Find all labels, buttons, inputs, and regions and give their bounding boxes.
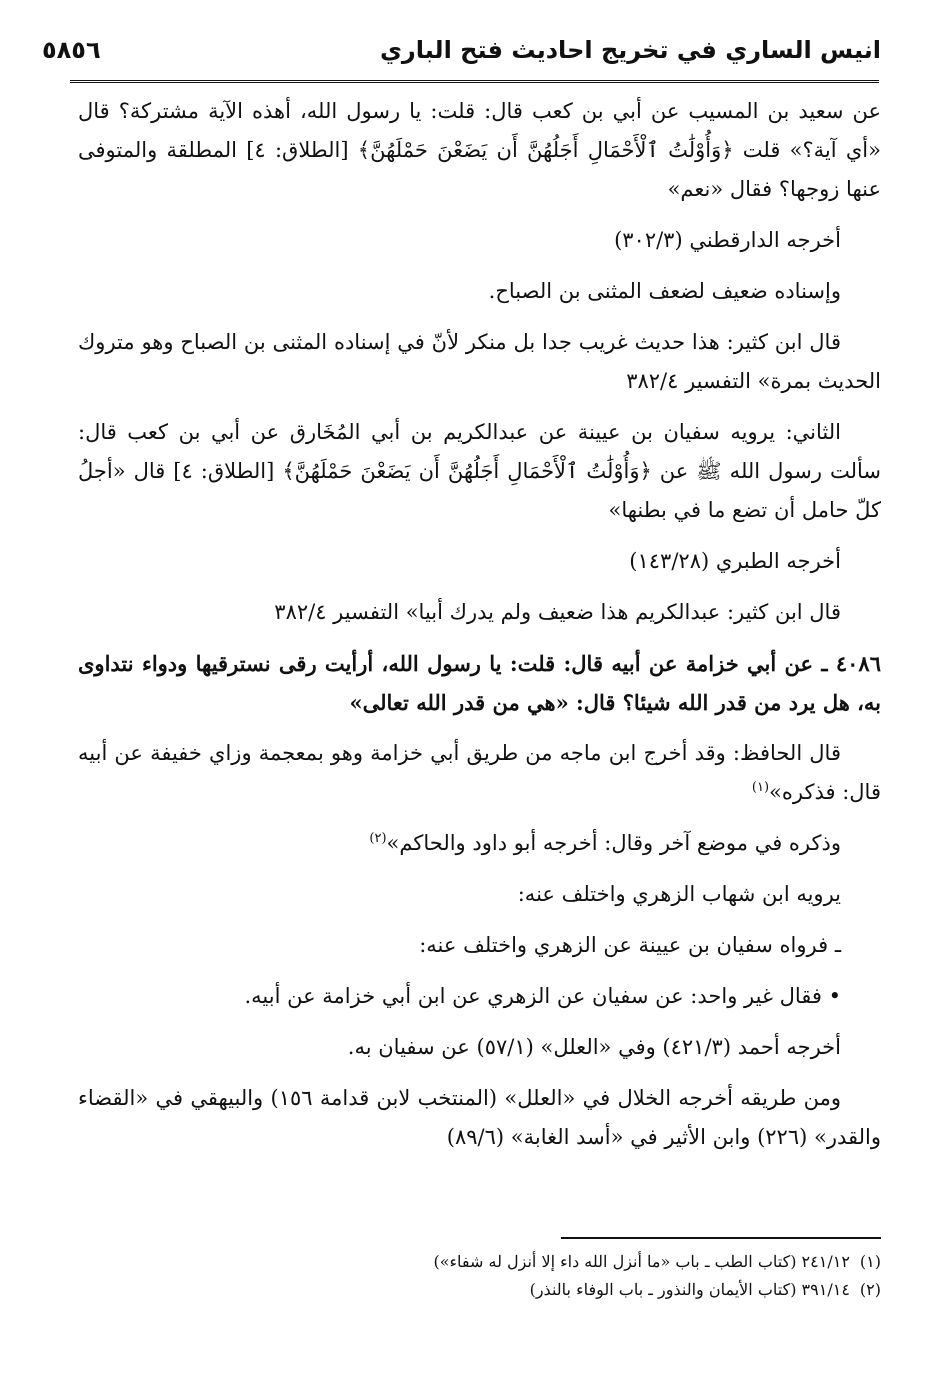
- header-title: انيس الساري في تخريج احاديث فتح الباري: [379, 36, 881, 64]
- paragraph: قال ابن كثير: هذا حديث غريب جدا بل منكر لأنّ في إسناده المثنى بن الصباح وهو متروك الحديث بمرة» التفسير ٣٨٢/٤: [78, 330, 881, 393]
- hadith-paragraph: ٤٠٨٦ ـ عن أبي خزامة عن أبيه قال: قلت: يا رسول الله، أرأيت رقى نسترقيها ودواء نتداوى به، هل يرد من قدر الله شيئا؟ قال: «هي من قدر الله تعالى»: [78, 651, 881, 715]
- footnotes: [78, 1248, 881, 1304]
- paragraph: [78, 824, 881, 863]
- paragraph: قال ابن كثير: عبدالكريم هذا ضعيف ولم يدرك أبيا» التفسير ٣٨٢/٤: [274, 600, 841, 624]
- footnote: [78, 1248, 881, 1276]
- footnote-ref: (١): [751, 780, 770, 795]
- header-rule: [70, 80, 879, 83]
- footnote-number: (١): [859, 1252, 881, 1271]
- footnote-rule: [561, 1237, 881, 1239]
- page-number: ٥٨٥٦: [42, 36, 101, 64]
- paragraph-text: قال الحافظ: وقد أخرج ابن ماجه من طريق أبي خزامة وهو بمعجمة وزاي خفيفة عن أبيه قال: فذكره»: [78, 741, 881, 804]
- paragraph: ـ فرواه سفيان بن عيينة عن الزهري واختلف عنه:: [419, 933, 841, 957]
- footnote-ref: (٢): [369, 831, 387, 846]
- paragraph: [78, 734, 881, 812]
- paragraph: أخرجه أحمد (٤٢١/٣) وفي «العلل» (٥٧/١) عن سفيان به.: [347, 1035, 841, 1059]
- paragraph: الثاني: يرويه سفيان بن عيينة عن عبدالكريم بن أبي المُخَارق عن أبي بن كعب قال: سألت رسول الله ﷺ عن ﴿وَأُوْلَٰتُ ٱلْأَحْمَالِ أَجَلُهُنَّ أَن يَضَعْنَ حَمْلَهُنَّ﴾ [الطلاق: ٤] قال «أجلُ كلّ حامل أن تضع ما في بطنها»: [78, 420, 882, 522]
- paragraph: عن سعيد بن المسيب عن أبي بن كعب قال: قلت: يا رسول الله، أهذه الآية مشتركة؟ قال «أي آية؟» قلت ﴿وَأُوْلَٰتُ ٱلْأَحْمَالِ أَجَلُهُنَّ أَن يَضَعْنَ حَمْلَهُنَّ﴾ [الطلاق: ٤] المطلقة والمتوفى عنها زوجها؟ فقال «نعم»: [78, 99, 881, 201]
- paragraph: أخرجه الطبري (١٤٣/٢٨): [629, 549, 841, 573]
- paragraph: وإسناده ضعيف لضعف المثنى بن الصباح.: [488, 279, 841, 303]
- paragraph: أخرجه الدارقطني (٣٠٢/٣): [614, 228, 841, 252]
- footnote-text: ٢٤١/١٢ (كتاب الطب ـ باب «ما أنزل الله داء إلا أنزل له شفاء»): [433, 1252, 850, 1271]
- footnote-text: ٣٩١/١٤ (كتاب الأيمان والنذور ـ باب الوفاء بالنذر): [529, 1280, 850, 1299]
- paragraph: يرويه ابن شهاب الزهري واختلف عنه:: [517, 882, 841, 906]
- paragraph: ومن طريقه أخرجه الخلال في «العلل» (المنتخب لابن قدامة ١٥٦) والبيهقي في «القضاء والقدر» (٢٢٦) وابن الأثير في «أسد الغابة» (٨٩/٦): [78, 1086, 881, 1149]
- main-text: [78, 92, 881, 1169]
- running-header: [42, 30, 881, 70]
- footnote: [78, 1276, 881, 1304]
- paragraph: • فقال غير واحد: عن سفيان عن الزهري عن ابن أبي خزامة عن أبيه.: [244, 984, 841, 1008]
- paragraph-text: وذكره في موضع آخر وقال: أخرجه أبو داود والحاكم»: [386, 831, 841, 855]
- footnote-number: (٢): [859, 1280, 881, 1299]
